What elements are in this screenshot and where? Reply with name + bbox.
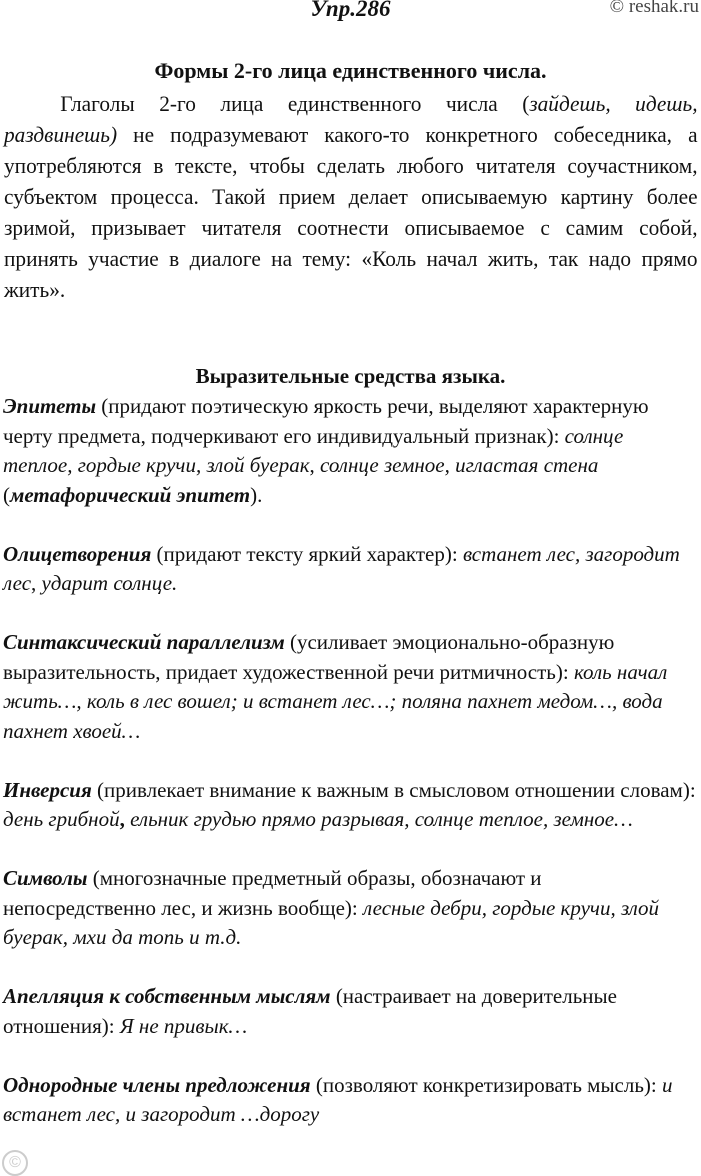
text-run: Эпитеты bbox=[3, 394, 97, 418]
text-run: (придают поэтическую яркость речи, выделяют характерную черту предмета, подчеркивают его индивидуальный признак): bbox=[3, 394, 649, 448]
text-run: Апелляция к собственным мыслям bbox=[3, 984, 331, 1008]
text-run: Я не привык… bbox=[119, 1013, 248, 1038]
section-heading-expressive-means: Выразительные средства языка. bbox=[195, 364, 506, 388]
text-run: не подразумевают какого-то конкретного собеседника, а употребляются в тексте, чтобы сделать любого читателя соучастником, субъектом процесса. Такой прием делает описываемую картину более зримой, призывает читателя соотнести описываемое с самим собой, принять участие в диалоге на тему: «Коль начал жить, так надо прямо жить». bbox=[4, 122, 698, 302]
text-run: ( bbox=[3, 482, 10, 507]
expressive-means-item bbox=[3, 392, 698, 510]
text-run: метафорический эпитет bbox=[10, 482, 251, 507]
text-run: ударит солнце. bbox=[41, 571, 178, 595]
text-run: коль начал жить…, коль в лес вошел; и встанет лес…; поляна пахнет медом…, вода пахнет хвоей… bbox=[3, 659, 668, 743]
text-run: Однородные члены предложения bbox=[3, 1072, 311, 1097]
text-run: Глаголы 2-го лица единственного числа ( bbox=[60, 91, 530, 116]
text-run: ). bbox=[250, 482, 263, 507]
text-run: (придают тексту яркий характер): bbox=[151, 541, 463, 566]
text-run: Инверсия bbox=[3, 777, 92, 802]
text-run: , bbox=[309, 453, 321, 477]
expressive-means-item bbox=[3, 864, 698, 953]
exercise-title: Упр.286 bbox=[310, 0, 391, 21]
text-run: , bbox=[119, 807, 131, 831]
text-run: зайдешь, идешь, раздвинешь) bbox=[4, 91, 698, 147]
text-run: и встанет лес, и загородит …дорогу bbox=[3, 1072, 673, 1126]
text-run: солнце земное, игластая стена bbox=[320, 453, 599, 477]
text-run: (привлекает внимание к важным в смысловом отношении словам): bbox=[91, 777, 696, 802]
text-run: день грибной bbox=[3, 807, 120, 831]
text-run: (настраивает на доверительные отношения): bbox=[3, 984, 617, 1038]
text-run: (многозначные предметный образы, обозначают и непосредственно лес, и жизнь вообще): bbox=[3, 866, 542, 920]
watermark-copyright-icon: © bbox=[2, 1150, 28, 1176]
expressive-means-item bbox=[3, 540, 698, 599]
text-run: , bbox=[31, 571, 42, 595]
text-run: встанет лес, загородит лес bbox=[3, 541, 680, 595]
expressive-means-item bbox=[3, 982, 698, 1041]
text-run: ельник грудью прямо разрывая, солнце теплое, земное… bbox=[130, 807, 633, 831]
watermark: © reshak.ru bbox=[609, 0, 699, 17]
expressive-means-item bbox=[3, 776, 698, 835]
text-run: (позволяют конкретизировать мысль): bbox=[310, 1072, 663, 1097]
expressive-means-list bbox=[3, 392, 698, 1159]
expressive-means-item bbox=[3, 1071, 698, 1130]
expressive-means-item bbox=[3, 628, 698, 746]
text-run: (усиливает эмоционально-образную выразительность, придает художественной речи ритмичность): bbox=[3, 630, 615, 684]
text-run: солнце теплое, гордые кручи, злой буерак bbox=[3, 423, 624, 477]
text-run: лесные дебри, гордые кручи, злой буерак, мхи да топь и т.д. bbox=[3, 895, 660, 949]
text-run: Синтаксический параллелизм bbox=[3, 630, 285, 654]
text-run: Символы bbox=[3, 866, 88, 890]
section-heading-second-person: Формы 2-го лица единственного числа. bbox=[154, 58, 547, 83]
paragraph-second-person bbox=[4, 88, 698, 305]
text-run: Олицетворения bbox=[3, 541, 152, 566]
